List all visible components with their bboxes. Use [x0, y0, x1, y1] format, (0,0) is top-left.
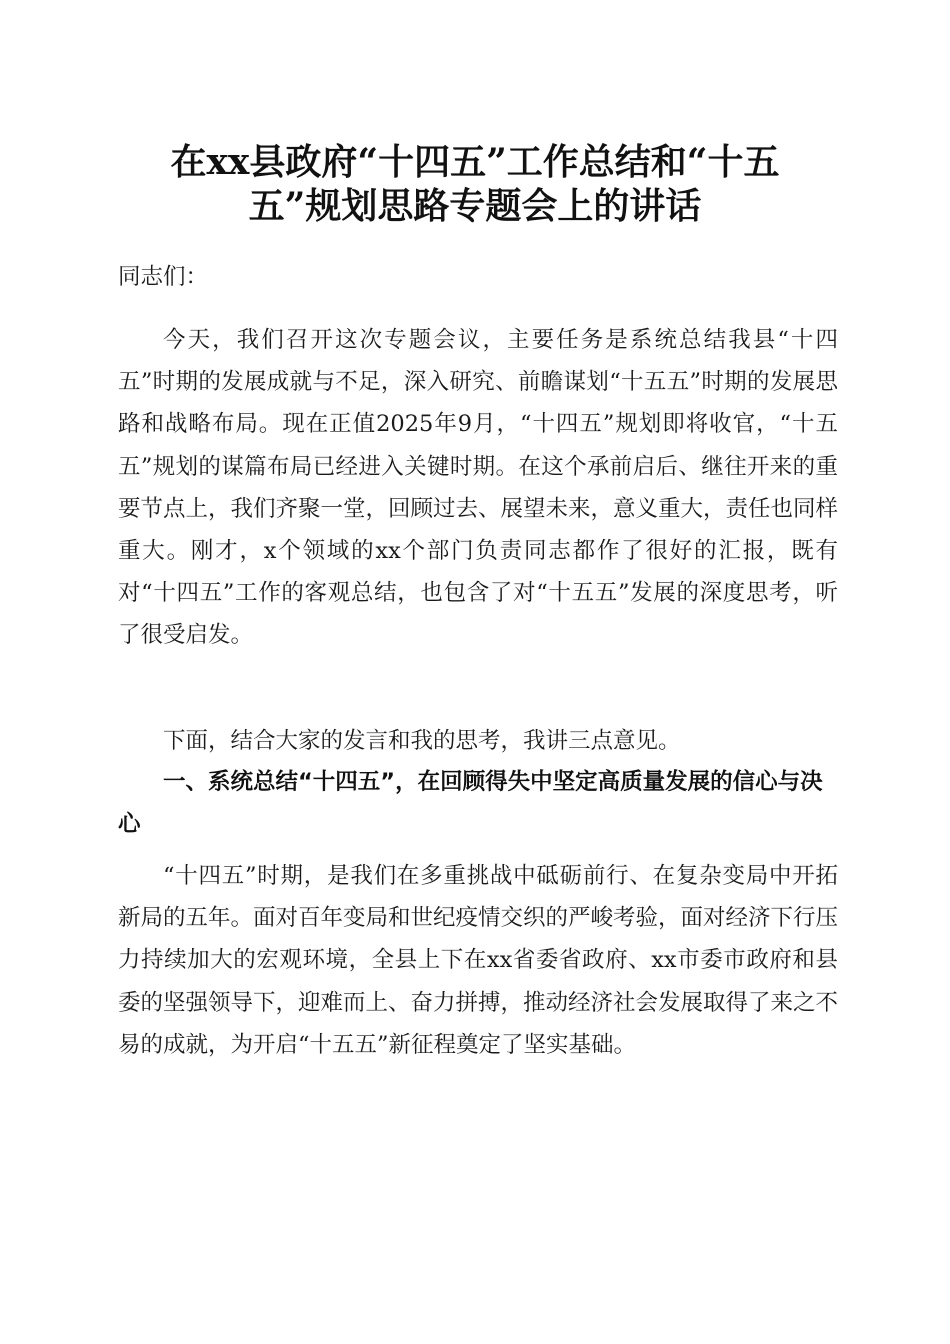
salutation: 同志们：	[118, 264, 209, 290]
paragraph-section-1: “十四五”时期，是我们在多重挑战中砥砺前行、在复杂变局中开拓新局的五年。面对百年变局和世纪疫情交织的严峻考验，面对经济下行压力持续加大的宏观环境，全县上下在xx省委省政府、xx市委市政府和县委的坚强领导下，迎难而上、奋力拼搏，推动经济社会发展取得了来之不易的成就，为开启“十五五”新征程奠定了坚实基础。	[118, 863, 839, 1058]
document-title-line-2: 五”规划思路专题会上的讲话	[248, 185, 702, 227]
document-title-line-1: 在xx县政府“十四五”工作总结和“十五	[170, 141, 780, 183]
paragraph-opening: 今天，我们召开这次专题会议，主要任务是系统总结我县“十四五”时期的发展成就与不足，深入研究、前瞻谋划“十五五”时期的发展思路和战略布局。现在正值2025年9月，“十四五”规划即将收官，“十五五”规划的谋篇布局已经进入关键时期。在这个承前启后、继往开来的重要节点上，我们齐聚一堂，回顾过去、展望未来，意义重大，责任也同样重大。刚才，x个领域的xx个部门负责同志都作了很好的汇报，既有对“十四五”工作的客观总结，也包含了对“十五五”发展的深度思考，听了很受启发。	[118, 327, 839, 649]
paragraph-transition: 下面，结合大家的发言和我的思考，我讲三点意见。	[163, 728, 681, 754]
section-heading-1: 一、系统总结“十四五”，在回顾得失中坚定高质量发展的信心与决心	[118, 769, 823, 838]
